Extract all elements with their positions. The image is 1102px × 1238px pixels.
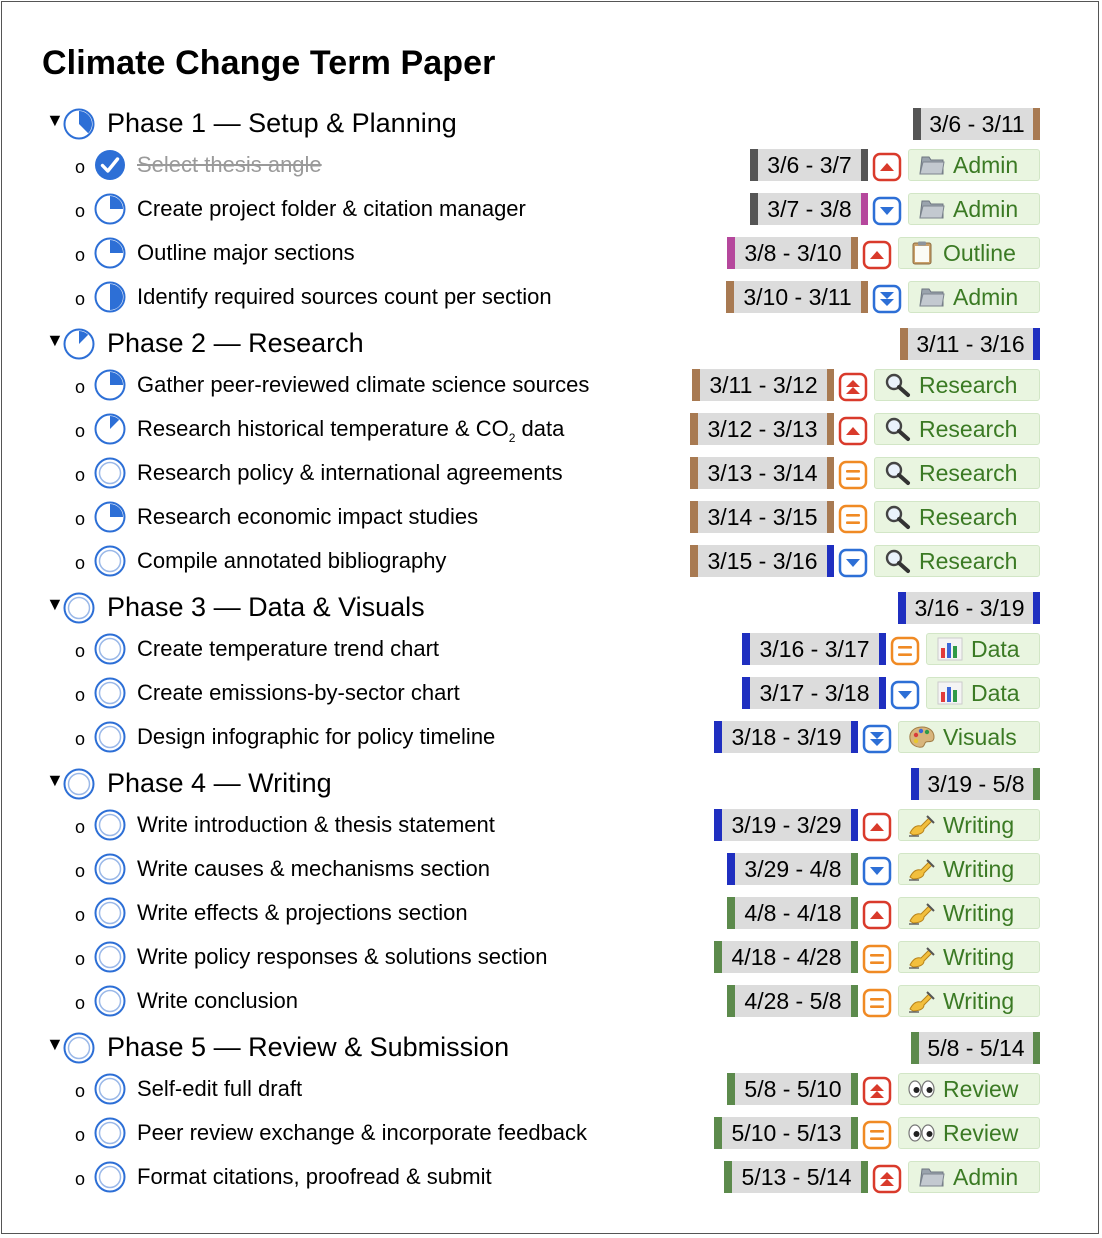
progress-circle-icon[interactable] <box>94 1073 126 1105</box>
category-tag[interactable] <box>898 941 1040 973</box>
eyes-icon <box>907 1120 937 1146</box>
priority-low-icon[interactable] <box>862 856 892 886</box>
priority-low-icon[interactable] <box>872 196 902 226</box>
category-tag[interactable] <box>874 545 1040 577</box>
writing-hand-icon <box>907 812 937 838</box>
bar-chart-icon <box>935 680 965 706</box>
category-tag[interactable] <box>874 369 1040 401</box>
date-range[interactable]: 3/18 - 3/19 <box>714 721 858 753</box>
category-tag[interactable] <box>926 633 1040 665</box>
phase-title: Phase 5 — Review & Submission <box>107 1032 510 1062</box>
task-title[interactable] <box>137 856 490 882</box>
task-title[interactable] <box>137 680 460 706</box>
category-tag[interactable] <box>898 897 1040 929</box>
magnifier-icon <box>883 372 913 398</box>
task-row[interactable] <box>0 237 1102 281</box>
phase-row[interactable] <box>0 108 1102 152</box>
date-range[interactable]: 5/10 - 5/13 <box>714 1117 858 1149</box>
date-range[interactable]: 3/6 - 3/7 <box>750 149 868 181</box>
task-title-text: Write conclusion <box>137 988 298 1013</box>
task-row[interactable] <box>0 677 1102 721</box>
priority-medium-icon[interactable] <box>890 636 920 666</box>
category-label: Admin <box>953 151 1019 178</box>
progress-circle-icon[interactable] <box>94 677 126 709</box>
bullet-icon: o <box>75 905 86 925</box>
date-range[interactable]: 3/6 - 3/11 <box>913 108 1040 140</box>
bullet-icon: o <box>75 1125 86 1145</box>
date-range[interactable]: 3/11 - 3/12 <box>692 369 834 401</box>
magnifier-icon <box>883 460 913 486</box>
date-range[interactable]: 5/13 - 5/14 <box>724 1161 868 1193</box>
clipboard-icon <box>907 240 937 266</box>
task-title[interactable] <box>137 152 322 178</box>
date-range[interactable]: 3/17 - 3/18 <box>742 677 886 709</box>
category-label: Review <box>943 1075 1019 1102</box>
phase-title: Phase 3 — Data & Visuals <box>107 592 425 622</box>
category-tag[interactable] <box>908 1161 1040 1193</box>
progress-circle-icon[interactable] <box>94 457 126 489</box>
phase-row[interactable] <box>0 1032 1102 1076</box>
task-row[interactable] <box>0 545 1102 589</box>
category-label: Writing <box>943 943 1015 970</box>
category-label: Data <box>971 635 1020 662</box>
date-range[interactable]: 4/28 - 5/8 <box>727 985 858 1017</box>
task-row[interactable] <box>0 457 1102 501</box>
category-label: Research <box>919 503 1018 530</box>
category-label: Writing <box>943 855 1015 882</box>
category-tag[interactable] <box>898 721 1040 753</box>
progress-circle-icon[interactable] <box>94 985 126 1017</box>
palette-icon <box>907 724 937 750</box>
bullet-icon: o <box>75 421 86 441</box>
category-tag[interactable] <box>874 413 1040 445</box>
folder-icon <box>917 152 947 178</box>
phase-row[interactable] <box>0 768 1102 812</box>
task-title-text: Compile annotated bibliography <box>137 548 447 573</box>
task-title[interactable] <box>137 988 298 1014</box>
category-label: Writing <box>943 899 1015 926</box>
category-label: Outline <box>943 239 1016 266</box>
phase-row[interactable] <box>0 328 1102 372</box>
category-label: Visuals <box>943 723 1017 750</box>
task-title[interactable] <box>137 416 564 445</box>
progress-circle-icon[interactable] <box>94 237 126 269</box>
progress-circle-icon[interactable] <box>94 193 126 225</box>
date-range[interactable]: 3/19 - 3/29 <box>714 809 858 841</box>
priority-high-icon[interactable] <box>838 416 868 446</box>
writing-hand-icon <box>907 900 937 926</box>
folder-icon <box>917 1164 947 1190</box>
task-row[interactable] <box>0 281 1102 325</box>
category-tag[interactable] <box>898 1073 1040 1105</box>
category-tag[interactable] <box>908 149 1040 181</box>
collapse-triangle-icon[interactable]: ▼ <box>46 110 64 130</box>
bullet-icon: o <box>75 157 86 177</box>
date-range[interactable]: 3/10 - 3/11 <box>726 281 868 313</box>
task-title[interactable] <box>137 240 355 266</box>
task-title[interactable] <box>137 724 495 750</box>
priority-high-icon[interactable] <box>862 812 892 842</box>
task-title[interactable] <box>137 460 563 486</box>
task-title-text: Create temperature trend chart <box>137 636 440 661</box>
priority-lowest-icon[interactable] <box>872 284 902 314</box>
writing-hand-icon <box>907 856 937 882</box>
magnifier-icon <box>883 548 913 574</box>
bullet-icon: o <box>75 729 86 749</box>
category-label: Writing <box>943 987 1015 1014</box>
date-range[interactable]: 3/14 - 3/15 <box>690 501 834 533</box>
task-title-text: Research historical temperature & CO <box>137 416 509 441</box>
category-label: Research <box>919 371 1018 398</box>
bullet-icon: o <box>75 1169 86 1189</box>
category-label: Research <box>919 459 1018 486</box>
bullet-icon: o <box>75 817 86 837</box>
progress-circle-icon[interactable] <box>94 853 126 885</box>
progress-circle-icon[interactable] <box>94 545 126 577</box>
progress-circle-icon[interactable] <box>63 108 95 140</box>
task-title[interactable] <box>137 196 526 222</box>
folder-icon <box>917 196 947 222</box>
task-title-text: Select thesis angle <box>137 152 322 177</box>
category-tag[interactable] <box>898 237 1040 269</box>
task-title[interactable] <box>137 812 495 838</box>
progress-circle-icon[interactable] <box>63 592 95 624</box>
task-title-text: Write policy responses & solutions section <box>137 944 548 969</box>
task-title-text: Create emissions-by-sector chart <box>137 680 460 705</box>
task-title[interactable] <box>137 900 468 926</box>
task-title-text: Gather peer-reviewed climate science sources <box>137 372 590 397</box>
phase-row[interactable] <box>0 592 1102 636</box>
date-range[interactable]: 4/8 - 4/18 <box>727 897 858 929</box>
task-row[interactable] <box>0 721 1102 765</box>
priority-highest-icon[interactable] <box>862 1076 892 1106</box>
bullet-icon: o <box>75 377 86 397</box>
task-row[interactable] <box>0 1161 1102 1205</box>
task-title[interactable] <box>137 1164 492 1190</box>
date-range[interactable]: 3/15 - 3/16 <box>690 545 834 577</box>
task-title[interactable] <box>137 504 478 530</box>
phase-title: Phase 4 — Writing <box>107 768 332 798</box>
subscript-text: 2 <box>508 431 516 445</box>
priority-low-icon[interactable] <box>890 680 920 710</box>
phase-title: Phase 1 — Setup & Planning <box>107 108 457 138</box>
bullet-icon: o <box>75 245 86 265</box>
category-label: Admin <box>953 1163 1019 1190</box>
bullet-icon: o <box>75 641 86 661</box>
task-row[interactable] <box>0 941 1102 985</box>
task-title-text: Design infographic for policy timeline <box>137 724 496 749</box>
priority-medium-icon[interactable] <box>862 1120 892 1150</box>
bullet-icon: o <box>75 861 86 881</box>
task-row[interactable] <box>0 897 1102 941</box>
date-range[interactable]: 3/13 - 3/14 <box>690 457 834 489</box>
bullet-icon: o <box>75 465 86 485</box>
priority-high-icon[interactable] <box>862 240 892 270</box>
category-tag[interactable] <box>926 677 1040 709</box>
task-title[interactable] <box>137 548 446 574</box>
phase-title: Phase 2 — Research <box>107 328 364 358</box>
date-range[interactable]: 3/7 - 3/8 <box>750 193 868 225</box>
task-row[interactable] <box>0 1073 1102 1117</box>
task-title-text: Research policy & international agreements <box>137 460 563 485</box>
category-tag[interactable] <box>898 1117 1040 1149</box>
priority-medium-icon[interactable] <box>862 988 892 1018</box>
task-title[interactable] <box>137 1076 302 1102</box>
bullet-icon: o <box>75 509 86 529</box>
task-row[interactable] <box>0 149 1102 193</box>
progress-circle-icon[interactable] <box>94 941 126 973</box>
collapse-triangle-icon[interactable]: ▼ <box>46 1034 64 1054</box>
date-range[interactable]: 3/8 - 3/10 <box>727 237 858 269</box>
progress-circle-icon[interactable] <box>63 328 95 360</box>
category-tag[interactable] <box>874 457 1040 489</box>
task-title[interactable] <box>137 636 439 662</box>
task-title-text: Self-edit full draft <box>137 1076 303 1101</box>
priority-highest-icon[interactable] <box>872 1164 902 1194</box>
progress-circle-icon[interactable] <box>94 721 126 753</box>
progress-circle-icon[interactable] <box>94 897 126 929</box>
progress-circle-icon[interactable] <box>94 413 126 445</box>
magnifier-icon <box>883 416 913 442</box>
priority-medium-icon[interactable] <box>862 944 892 974</box>
task-title-text: Write effects & projections section <box>137 900 468 925</box>
progress-circle-icon[interactable] <box>94 281 126 313</box>
category-tag[interactable] <box>898 809 1040 841</box>
page-title: Climate Change Term Paper <box>42 44 496 82</box>
task-title-text: Research economic impact studies <box>137 504 479 529</box>
task-title[interactable] <box>137 284 552 310</box>
date-range[interactable]: 3/16 - 3/17 <box>742 633 886 665</box>
task-row[interactable] <box>0 1117 1102 1161</box>
progress-circle-icon[interactable] <box>63 1032 95 1064</box>
category-tag[interactable] <box>908 193 1040 225</box>
collapse-triangle-icon[interactable]: ▼ <box>46 770 64 790</box>
task-title-text: Outline major sections <box>137 240 355 265</box>
date-range[interactable]: 3/29 - 4/8 <box>727 853 858 885</box>
category-tag[interactable] <box>898 853 1040 885</box>
date-range[interactable]: 4/18 - 4/28 <box>714 941 858 973</box>
checkmark-circle-icon[interactable] <box>94 149 126 181</box>
bullet-icon: o <box>75 1081 86 1101</box>
date-range[interactable]: 5/8 - 5/14 <box>911 1032 1040 1064</box>
folder-icon <box>917 284 947 310</box>
category-tag[interactable] <box>898 985 1040 1017</box>
task-title-tail: data <box>515 416 565 441</box>
priority-low-icon[interactable] <box>838 548 868 578</box>
task-title[interactable] <box>137 1120 587 1146</box>
task-title-text: Write introduction & thesis statement <box>137 812 495 837</box>
writing-hand-icon <box>907 988 937 1014</box>
category-label: Data <box>971 679 1020 706</box>
priority-highest-icon[interactable] <box>838 372 868 402</box>
task-row[interactable] <box>0 413 1102 457</box>
task-title[interactable] <box>137 944 547 970</box>
category-label: Admin <box>953 195 1019 222</box>
bullet-icon: o <box>75 289 86 309</box>
progress-circle-icon[interactable] <box>63 768 95 800</box>
bullet-icon: o <box>75 201 86 221</box>
task-title-text: Write causes & mechanisms section <box>137 856 490 881</box>
priority-medium-icon[interactable] <box>838 460 868 490</box>
category-label: Admin <box>953 283 1019 310</box>
priority-lowest-icon[interactable] <box>862 724 892 754</box>
progress-circle-icon[interactable] <box>94 1161 126 1193</box>
task-title-text: Identify required sources count per section <box>137 284 552 309</box>
date-range[interactable]: 3/11 - 3/16 <box>900 328 1040 360</box>
date-range[interactable]: 3/16 - 3/19 <box>898 592 1040 624</box>
category-label: Review <box>943 1119 1019 1146</box>
task-row[interactable] <box>0 633 1102 677</box>
category-label: Research <box>919 547 1018 574</box>
priority-high-icon[interactable] <box>872 152 902 182</box>
magnifier-icon <box>883 504 913 530</box>
bullet-icon: o <box>75 685 86 705</box>
priority-medium-icon[interactable] <box>838 504 868 534</box>
category-label: Writing <box>943 811 1015 838</box>
bullet-icon: o <box>75 949 86 969</box>
progress-circle-icon[interactable] <box>94 809 126 841</box>
category-label: Research <box>919 415 1018 442</box>
task-title-text: Create project folder & citation manager <box>137 196 526 221</box>
date-range[interactable]: 5/8 - 5/10 <box>727 1073 858 1105</box>
bullet-icon: o <box>75 553 86 573</box>
writing-hand-icon <box>907 944 937 970</box>
bullet-icon: o <box>75 993 86 1013</box>
category-tag[interactable] <box>874 501 1040 533</box>
collapse-triangle-icon[interactable]: ▼ <box>46 330 64 350</box>
progress-circle-icon[interactable] <box>94 501 126 533</box>
task-title-text: Format citations, proofread & submit <box>137 1164 492 1189</box>
eyes-icon <box>907 1076 937 1102</box>
date-range[interactable]: 3/12 - 3/13 <box>690 413 834 445</box>
task-row[interactable] <box>0 809 1102 853</box>
progress-circle-icon[interactable] <box>94 633 126 665</box>
task-row[interactable] <box>0 501 1102 545</box>
task-title-text: Peer review exchange & incorporate feedback <box>137 1120 588 1145</box>
priority-high-icon[interactable] <box>862 900 892 930</box>
progress-circle-icon[interactable] <box>94 1117 126 1149</box>
date-range[interactable]: 3/19 - 5/8 <box>911 768 1040 800</box>
task-title[interactable] <box>137 372 589 398</box>
task-row[interactable] <box>0 369 1102 413</box>
task-row[interactable] <box>0 853 1102 897</box>
task-row[interactable] <box>0 985 1102 1029</box>
category-tag[interactable] <box>908 281 1040 313</box>
collapse-triangle-icon[interactable]: ▼ <box>46 594 64 614</box>
bar-chart-icon <box>935 636 965 662</box>
task-row[interactable] <box>0 193 1102 237</box>
progress-circle-icon[interactable] <box>94 369 126 401</box>
